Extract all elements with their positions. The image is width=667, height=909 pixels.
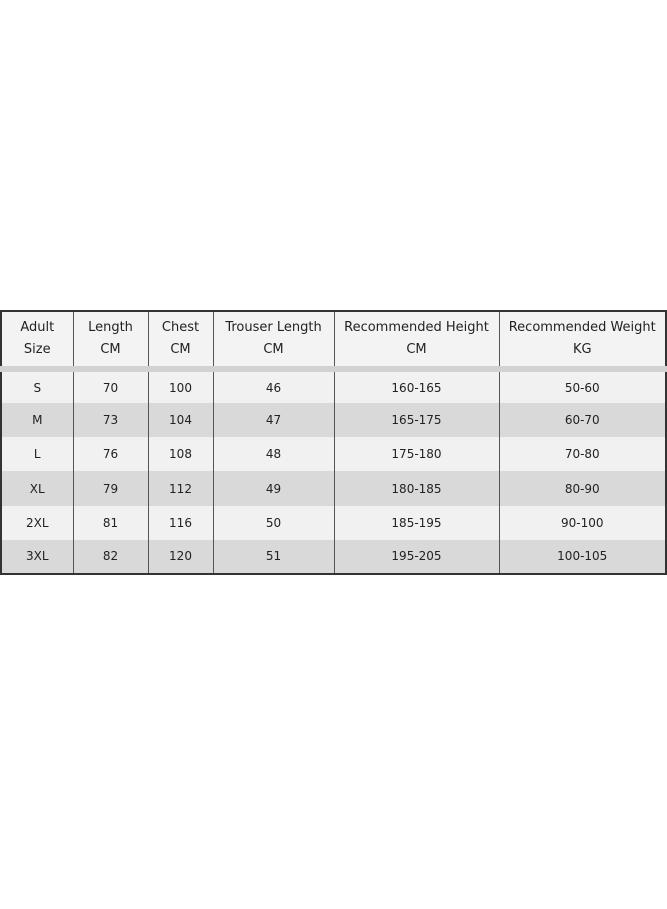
cell-length: 76 (73, 437, 148, 471)
header-adult-size: Adult Size (1, 311, 73, 369)
cell-size: 2XL (1, 506, 73, 540)
cell-chest: 120 (148, 540, 213, 574)
table-row (1, 506, 666, 540)
header-length: Length CM (73, 311, 148, 369)
cell-size: L (1, 437, 73, 471)
cell-weight: 70-80 (499, 437, 666, 471)
header-trouser-length: Trouser Length CM (213, 311, 334, 369)
cell-size: 3XL (1, 540, 73, 574)
table-body (1, 369, 666, 574)
cell-length: 70 (73, 369, 148, 403)
cell-size: S (1, 369, 73, 403)
cell-chest: 100 (148, 369, 213, 403)
cell-weight: 50-60 (499, 369, 666, 403)
table-header (1, 311, 666, 369)
table-row (1, 471, 666, 505)
cell-weight: 90-100 (499, 506, 666, 540)
header-recommended-weight: Recommended Weight KG (499, 311, 666, 369)
cell-trouser-length: 46 (213, 369, 334, 403)
cell-height: 180-185 (334, 471, 499, 505)
cell-chest: 112 (148, 471, 213, 505)
cell-height: 165-175 (334, 403, 499, 437)
table-row (1, 369, 666, 403)
cell-length: 81 (73, 506, 148, 540)
cell-weight: 100-105 (499, 540, 666, 574)
table-row (1, 403, 666, 437)
cell-trouser-length: 48 (213, 437, 334, 471)
cell-height: 175-180 (334, 437, 499, 471)
table-row (1, 540, 666, 574)
cell-length: 79 (73, 471, 148, 505)
cell-height: 185-195 (334, 506, 499, 540)
cell-chest: 104 (148, 403, 213, 437)
cell-trouser-length: 50 (213, 506, 334, 540)
cell-size: XL (1, 471, 73, 505)
table-row (1, 437, 666, 471)
cell-length: 73 (73, 403, 148, 437)
cell-chest: 116 (148, 506, 213, 540)
cell-trouser-length: 49 (213, 471, 334, 505)
cell-chest: 108 (148, 437, 213, 471)
cell-trouser-length: 47 (213, 403, 334, 437)
cell-trouser-length: 51 (213, 540, 334, 574)
header-row (1, 311, 666, 369)
cell-weight: 60-70 (499, 403, 666, 437)
cell-height: 160-165 (334, 369, 499, 403)
header-recommended-height: Recommended Height CM (334, 311, 499, 369)
header-chest: Chest CM (148, 311, 213, 369)
size-chart-table (0, 310, 667, 575)
cell-size: M (1, 403, 73, 437)
cell-weight: 80-90 (499, 471, 666, 505)
cell-height: 195-205 (334, 540, 499, 574)
cell-length: 82 (73, 540, 148, 574)
